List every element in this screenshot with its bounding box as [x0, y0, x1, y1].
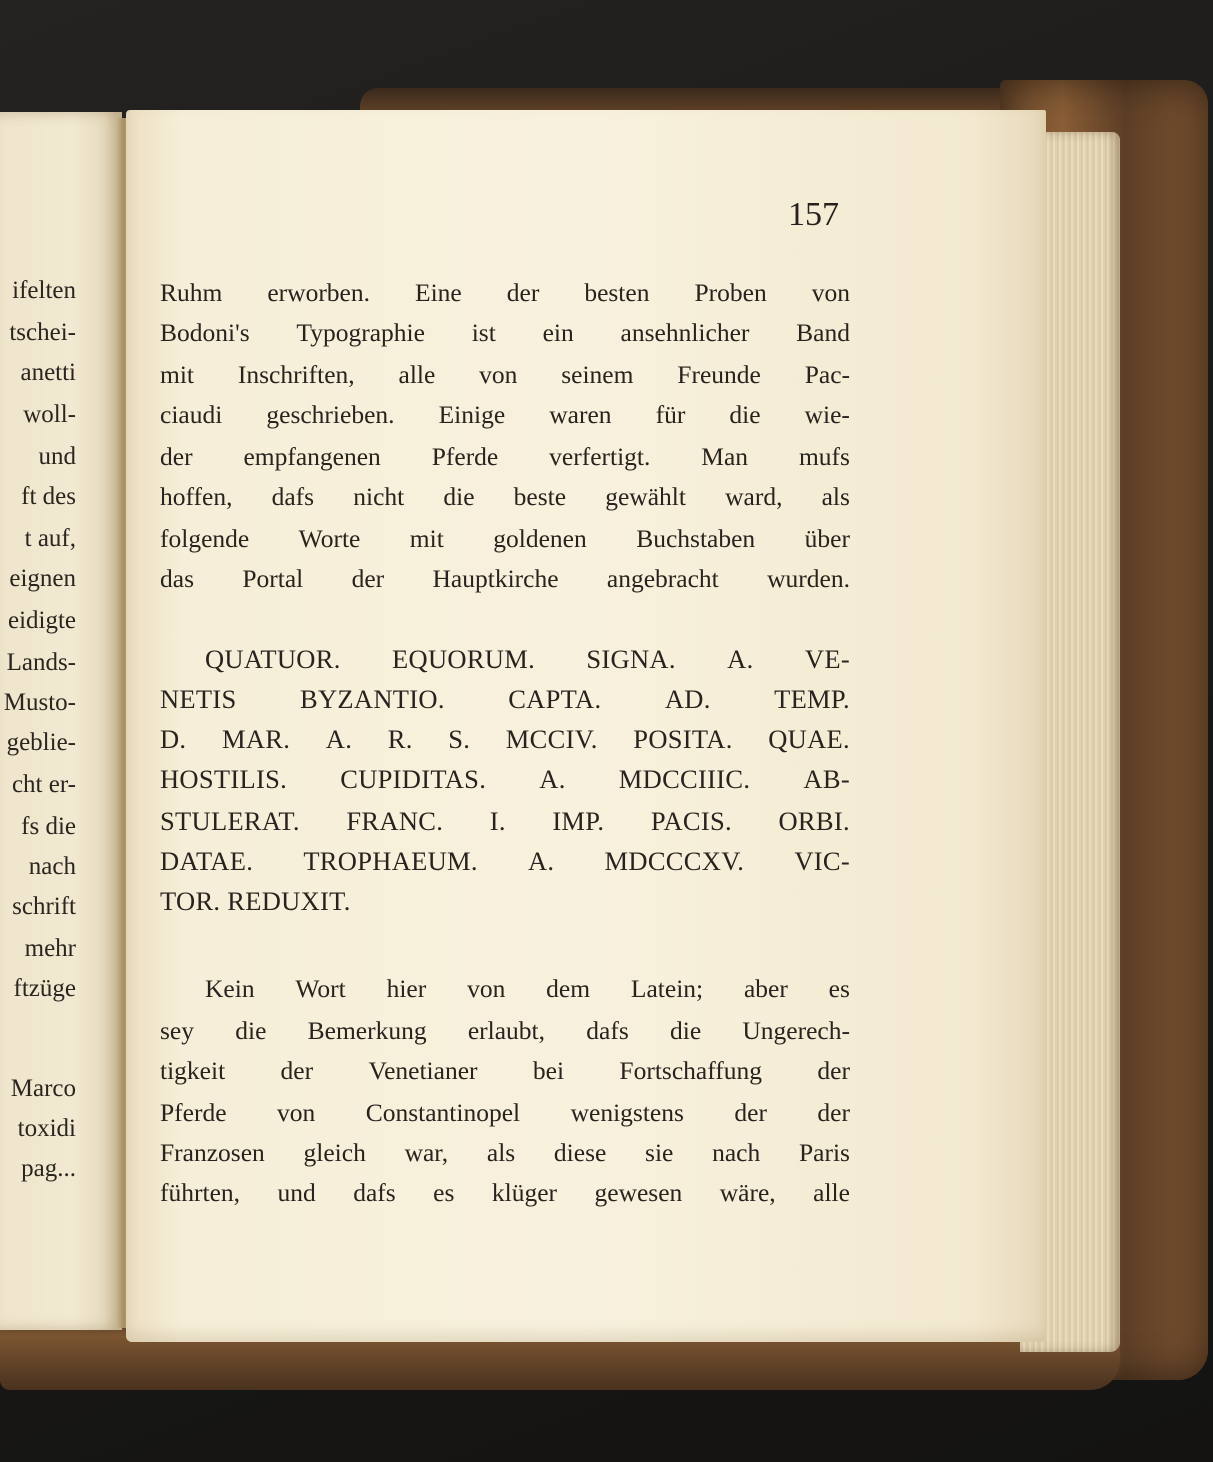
- text-line: QUATUOR. EQUORUM. SIGNA. A. VE-: [205, 644, 850, 674]
- text-line: mit Inschriften, alle von seinem Freunde Pac-: [160, 360, 850, 389]
- text-line: sey die Bemerkung erlaubt, dafs die Ungerech-: [160, 1016, 850, 1045]
- left-page: [0, 112, 122, 1330]
- text-line: STULERAT. FRANC. I. IMP. PACIS. ORBI.: [160, 806, 850, 836]
- page-number: 157: [788, 196, 839, 233]
- left-page-line: ftzüge: [13, 975, 76, 1002]
- text-line: der empfangenen Pferde verfertigt. Man mufs: [160, 442, 850, 471]
- left-page-line: geblie-: [6, 729, 76, 756]
- left-page-line: t auf,: [24, 525, 76, 552]
- left-page-line: Marco: [10, 1075, 76, 1102]
- left-page-line: Lands-: [6, 649, 76, 676]
- text-line: hoffen, dafs nicht die beste gewählt ward, als: [160, 482, 850, 511]
- left-page-line: eignen: [9, 565, 76, 592]
- left-page-line: schrift: [12, 893, 76, 920]
- text-line: Kein Wort hier von dem Latein; aber es: [205, 974, 850, 1003]
- text-line: HOSTILIS. CUPIDITAS. A. MDCCIIIC. AB-: [160, 764, 850, 794]
- left-page-line: pag...: [21, 1155, 76, 1182]
- text-line: Bodoni's Typographie ist ein ansehnlicher Band: [160, 318, 850, 347]
- left-page-line: woll-: [23, 401, 76, 428]
- left-page-line: Musto-: [3, 689, 76, 716]
- text-line: ciaudi geschrieben. Einige waren für die wie-: [160, 400, 850, 429]
- text-line: D. MAR. A. R. S. MCCIV. POSITA. QUAE.: [160, 724, 850, 754]
- text-line: TOR. REDUXIT.: [160, 886, 351, 916]
- left-page-line: toxidi: [17, 1115, 76, 1142]
- left-page-line: und: [38, 443, 76, 470]
- text-line: folgende Worte mit goldenen Buchstaben über: [160, 524, 850, 553]
- left-page-line: ifelten: [12, 277, 76, 304]
- left-page-line: fs die: [21, 813, 76, 840]
- left-page-line: mehr: [24, 935, 76, 962]
- text-line: das Portal der Hauptkirche angebracht wurden.: [160, 564, 850, 593]
- left-page-line: anetti: [20, 359, 76, 386]
- text-line: DATAE. TROPHAEUM. A. MDCCCXV. VIC-: [160, 846, 850, 876]
- left-page-line: tschei-: [9, 319, 76, 346]
- left-page-line: nach: [28, 853, 76, 880]
- text-line: tigkeit der Venetianer bei Fortschaffung der: [160, 1056, 850, 1085]
- left-page-line: eidigte: [7, 607, 76, 634]
- left-page-line: cht er-: [11, 771, 76, 798]
- text-line: Pferde von Constantinopel wenigstens der der: [160, 1098, 850, 1127]
- text-line: NETIS BYZANTIO. CAPTA. AD. TEMP.: [160, 684, 850, 714]
- text-line: Franzosen gleich war, als diese sie nach Paris: [160, 1138, 850, 1167]
- text-line: führten, und dafs es klüger gewesen wäre, alle: [160, 1178, 850, 1207]
- text-line: Ruhm erworben. Eine der besten Proben von: [160, 278, 850, 307]
- left-page-line: ft des: [21, 483, 76, 510]
